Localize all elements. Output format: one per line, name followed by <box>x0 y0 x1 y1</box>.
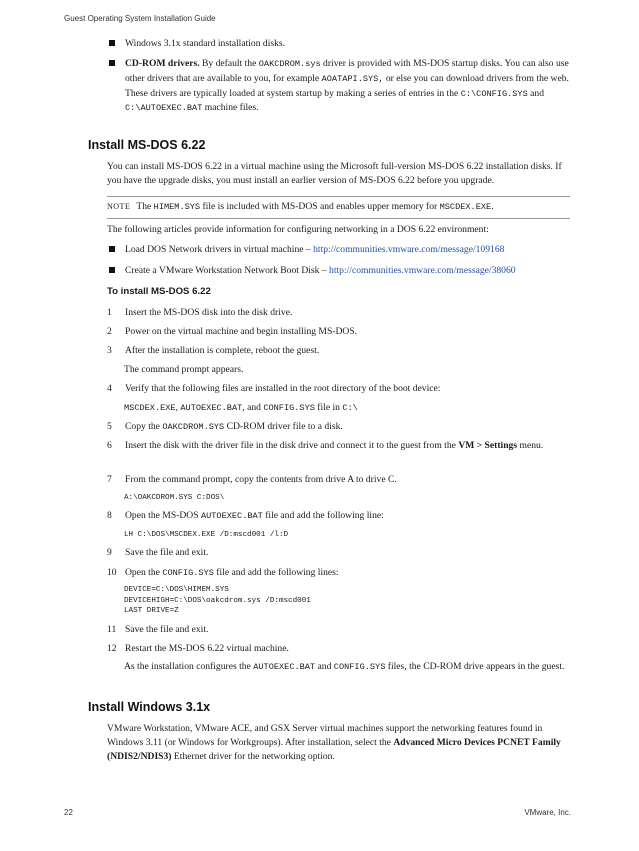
step-12 <box>107 642 575 656</box>
step-number: 9 <box>107 547 112 558</box>
procedure-title: To install MS-DOS 6.22 <box>107 286 211 297</box>
running-header: Guest Operating System Installation Guide <box>64 14 216 23</box>
bullet-marker <box>109 60 115 66</box>
article-bullet-1: Load DOS Network drivers in virtual machine – http://communities.vmware.com/message/109168 <box>108 243 574 257</box>
step-text: After the installation is complete, reboot the guest. <box>125 345 320 356</box>
step-text: Open the MS-DOS AUTOEXEC.BAT file and add the following line: <box>125 510 384 521</box>
step-10 <box>107 566 575 581</box>
page-number: 22 <box>64 808 73 817</box>
step-text: Save the file and exit. <box>125 547 209 558</box>
section-windows-paragraph: VMware Workstation, VMware ACE, and GSX Server virtual machines support the networking features found in Windows 3.11 (or Windows for Workgroups). After installation, select the Advanced Micro Devices PCNET Family (NDIS2/NDIS3) Ethernet driver for the networking option. <box>107 723 561 762</box>
step-9 <box>107 546 575 560</box>
section-intro: You can install MS-DOS 6.22 in a virtual machine using the Microsoft full-version MS-DOS 6.22 installation disks. If you have the upgrade disks, you must install an earlier version of MS-DOS 6.22 before you upgrade. <box>107 161 562 186</box>
note-box: NOTE The HIMEM.SYS file is included with MS-DOS and enables upper memory for MSCDEX.EXE. <box>107 196 570 219</box>
step-5 <box>107 420 575 435</box>
step-number: 7 <box>107 474 112 485</box>
step-text: Insert the disk with the driver file in the disk drive and connect it to the guest from the VM > Settings menu. <box>125 440 544 451</box>
step-number: 11 <box>107 624 117 635</box>
section-heading-windows: Install Windows 3.1x <box>88 700 211 714</box>
step-text: Save the file and exit. <box>125 624 209 635</box>
step-12-result: As the installation configures the AUTOEXEC.BAT and CONFIG.SYS files, the CD-ROM drive appears in the guest. <box>124 661 565 672</box>
bullet-text: Windows 3.1x standard installation disks. <box>125 38 286 49</box>
step-number: 4 <box>107 383 112 394</box>
step-number: 8 <box>107 510 112 521</box>
footer-company: VMware, Inc. <box>524 808 571 817</box>
step-text: Copy the OAKCDROM.SYS CD-ROM driver file to a disk. <box>125 421 343 432</box>
step-number: 3 <box>107 345 112 356</box>
step-number: 10 <box>107 567 117 578</box>
step-1 <box>107 306 575 320</box>
step-text: From the command prompt, copy the contents from drive A to drive C. <box>125 474 397 485</box>
step-text: Open the CONFIG.SYS file and add the following lines: <box>125 567 339 578</box>
section-heading-msdos: Install MS-DOS 6.22 <box>88 138 206 152</box>
step-number: 5 <box>107 421 112 432</box>
bullet-windows-disks <box>108 37 574 51</box>
code-config-lines: DEVICE=C:\DOS\HIMEM.SYS DEVICEHIGH=C:\DOS\oakcdrom.sys /D:mscd001 LAST DRIVE=Z <box>124 586 311 616</box>
step-text: Insert the MS-DOS disk into the disk drive. <box>125 307 293 318</box>
step-2 <box>107 325 575 339</box>
step-number: 6 <box>107 440 112 451</box>
bullet-marker <box>109 40 115 46</box>
code-copy-command: A:\OAKCDROM.SYS C:DOS\ <box>124 494 225 502</box>
bullet-text: CD-ROM drivers. By default the OAKCDROM.sys driver is provided with MS-DOS startup disks. You can also use other drivers that are available to you, for example AOATAPI.SYS, or else you can download drivers from the web. These drivers are typically loaded at system startup by making a series of entries in the C:\CONFIG.SYS and C:\AUTOEXEC.BAT machine files. <box>125 58 569 114</box>
note-label: NOTE <box>107 202 131 211</box>
step-text: Power on the virtual machine and begin installing MS-DOS. <box>125 326 358 337</box>
bullet-cdrom-drivers <box>108 57 574 116</box>
step-3 <box>107 344 575 358</box>
step-text: Verify that the following files are installed in the root directory of the boot device: <box>125 383 441 394</box>
article-link-1[interactable]: http://communities.vmware.com/message/109168 <box>313 244 505 255</box>
step-text: Restart the MS-DOS 6.22 virtual machine. <box>125 643 289 654</box>
bullet-marker <box>109 246 115 252</box>
step-8 <box>107 509 575 524</box>
step-4 <box>107 382 575 396</box>
step-7 <box>107 473 575 487</box>
articles-intro: The following articles provide information for configuring networking in a DOS 6.22 environment: <box>107 224 489 235</box>
bullet-marker <box>109 267 115 273</box>
article-link-2[interactable]: http://communities.vmware.com/message/38060 <box>329 265 516 276</box>
step-11 <box>107 623 575 637</box>
step-number: 12 <box>107 643 117 654</box>
article-bullet-2: Create a VMware Workstation Network Boot Disk – http://communities.vmware.com/message/38060 <box>108 264 574 278</box>
step-number: 2 <box>107 326 112 337</box>
code-autoexec-line: LH C:\DOS\MSCDEX.EXE /D:mscd001 /l:D <box>124 531 289 539</box>
step-4-files: MSCDEX.EXE, AUTOEXEC.BAT, and CONFIG.SYS file in C:\ <box>124 402 358 413</box>
step-number: 1 <box>107 307 112 318</box>
step-3-result: The command prompt appears. <box>124 364 244 375</box>
step-6 <box>107 439 575 453</box>
